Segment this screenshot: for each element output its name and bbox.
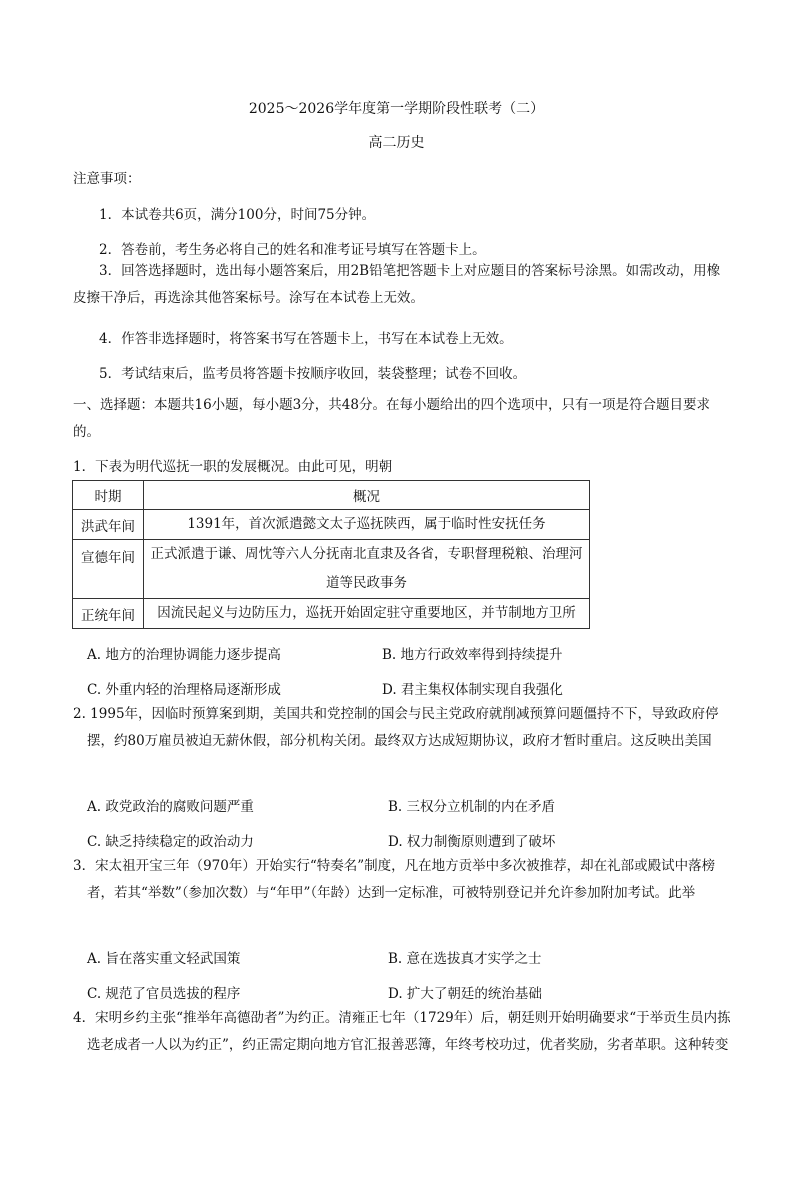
q1-option-d: D. 君主集权体制实现自我强化: [382, 682, 563, 698]
table-header-row: [73, 481, 590, 510]
table-row: [73, 599, 590, 629]
exam-title: 2025～2026学年度第一学期阶段性联考（二）: [248, 101, 545, 117]
table-cell-overview: 正式派遣于谦、周忱等六人分抚南北直隶及各省，专职督理税粮、治理河道等民政事务: [144, 540, 590, 599]
table-header-overview: 概况: [144, 481, 590, 510]
q2-option-d: D. 权力制衡原则遭到了破坏: [388, 834, 556, 850]
q1-option-c: C. 外重内轻的治理格局逐渐形成: [87, 682, 281, 698]
question-4-stem: 4．宋明乡约主张“推举年高德劭者”为约正。清雍正七年（1729年）后，朝廷则开始明确要求“于举贡生员内拣选老成者一人以为约正”，约正需定期向地方官汇报善恶簿，年终考校功过，优者奖励，劣者革职。这种转变: [73, 1010, 731, 1053]
notice-item-2: 2．答卷前，考生务必将自己的姓名和准考证号填写在答题卡上。: [99, 242, 486, 258]
table-row: [73, 510, 590, 540]
q3-option-b: B. 意在选拔真才实学之士: [388, 951, 542, 967]
q3-option-c: C. 规范了官员选拔的程序: [87, 986, 241, 1002]
q2-option-c: C. 缺乏持续稳定的政治动力: [87, 834, 254, 850]
table-cell-period: 正统年间: [73, 599, 144, 629]
table-row: [73, 540, 590, 599]
section-heading: [73, 392, 723, 446]
q2-option-a: A. 政党政治的腐败问题严重: [87, 799, 254, 815]
notice-item-5: 5．考试结束后，监考员将答题卡按顺序收回，装袋整理；试卷不回收。: [99, 366, 527, 382]
question-2-stem: 2. 1995年，因临时预算案到期，美国共和党控制的国会与民主党政府就削减预算问题僵持不下，导致政府停摆，约80万雇员被迫无薪休假，部分机构关闭。最终双方达成短期协议，政府才暂时重启。这反映出美国: [73, 706, 719, 749]
notice-item-1: 1．本试卷共6页，满分100分，时间75分钟。: [99, 207, 376, 223]
notice-item-4: 4．作答非选择题时，将答案书写在答题卡上，书写在本试卷上无效。: [99, 331, 513, 347]
table-cell-overview: 因流民起义与边防压力，巡抚开始固定驻守重要地区，并节制地方卫所: [144, 599, 590, 629]
table-cell-period: 洪武年间: [73, 510, 144, 540]
table-cell-period: 宣德年间: [73, 540, 144, 599]
section-heading-text: 一、选择题：本题共16小题，每小题3分，共48分。在每小题给出的四个选项中，只有一项是符合题目要求的。: [73, 397, 710, 440]
question-1-stem: 1．下表为明代巡抚一职的发展概况。由此可见，明朝: [73, 459, 393, 475]
table-cell-overview: 1391年，首次派遣懿文太子巡抚陕西，属于临时性安抚任务: [144, 510, 590, 540]
q3-option-a: A. 旨在落实重文轻武国策: [87, 951, 241, 967]
q1-option-a: A. 地方的治理协调能力逐步提高: [87, 647, 281, 663]
exam-subject: 高二历史: [368, 135, 425, 151]
question-3-stem: 3．宋太祖开宝三年（970年）开始实行“特奏名”制度，凡在地方贡举中多次被推荐，却在礼部或殿试中落榜者，若其“举数”（参加次数）与“年甲”（年龄）达到一定标准，可被特别登记并允许参加附加考试。此举: [73, 858, 716, 901]
q1-option-b: B. 地方行政效率得到持续提升: [382, 647, 563, 663]
notice-heading: 注意事项：: [73, 171, 141, 187]
q3-option-d: D. 扩大了朝廷的统治基础: [388, 986, 542, 1002]
q2-option-b: B. 三权分立机制的内在矛盾: [388, 799, 556, 815]
table-header-period: 时期: [73, 481, 144, 510]
notice-item-3: 3．回答选择题时，选出每小题答案后，用2B铅笔把答题卡上对应题目的答案标号涂黑。如需改动，用橡皮擦干净后，再选涂其他答案标号。涂写在本试卷上无效。: [73, 263, 721, 306]
question-1-table: [72, 480, 590, 629]
